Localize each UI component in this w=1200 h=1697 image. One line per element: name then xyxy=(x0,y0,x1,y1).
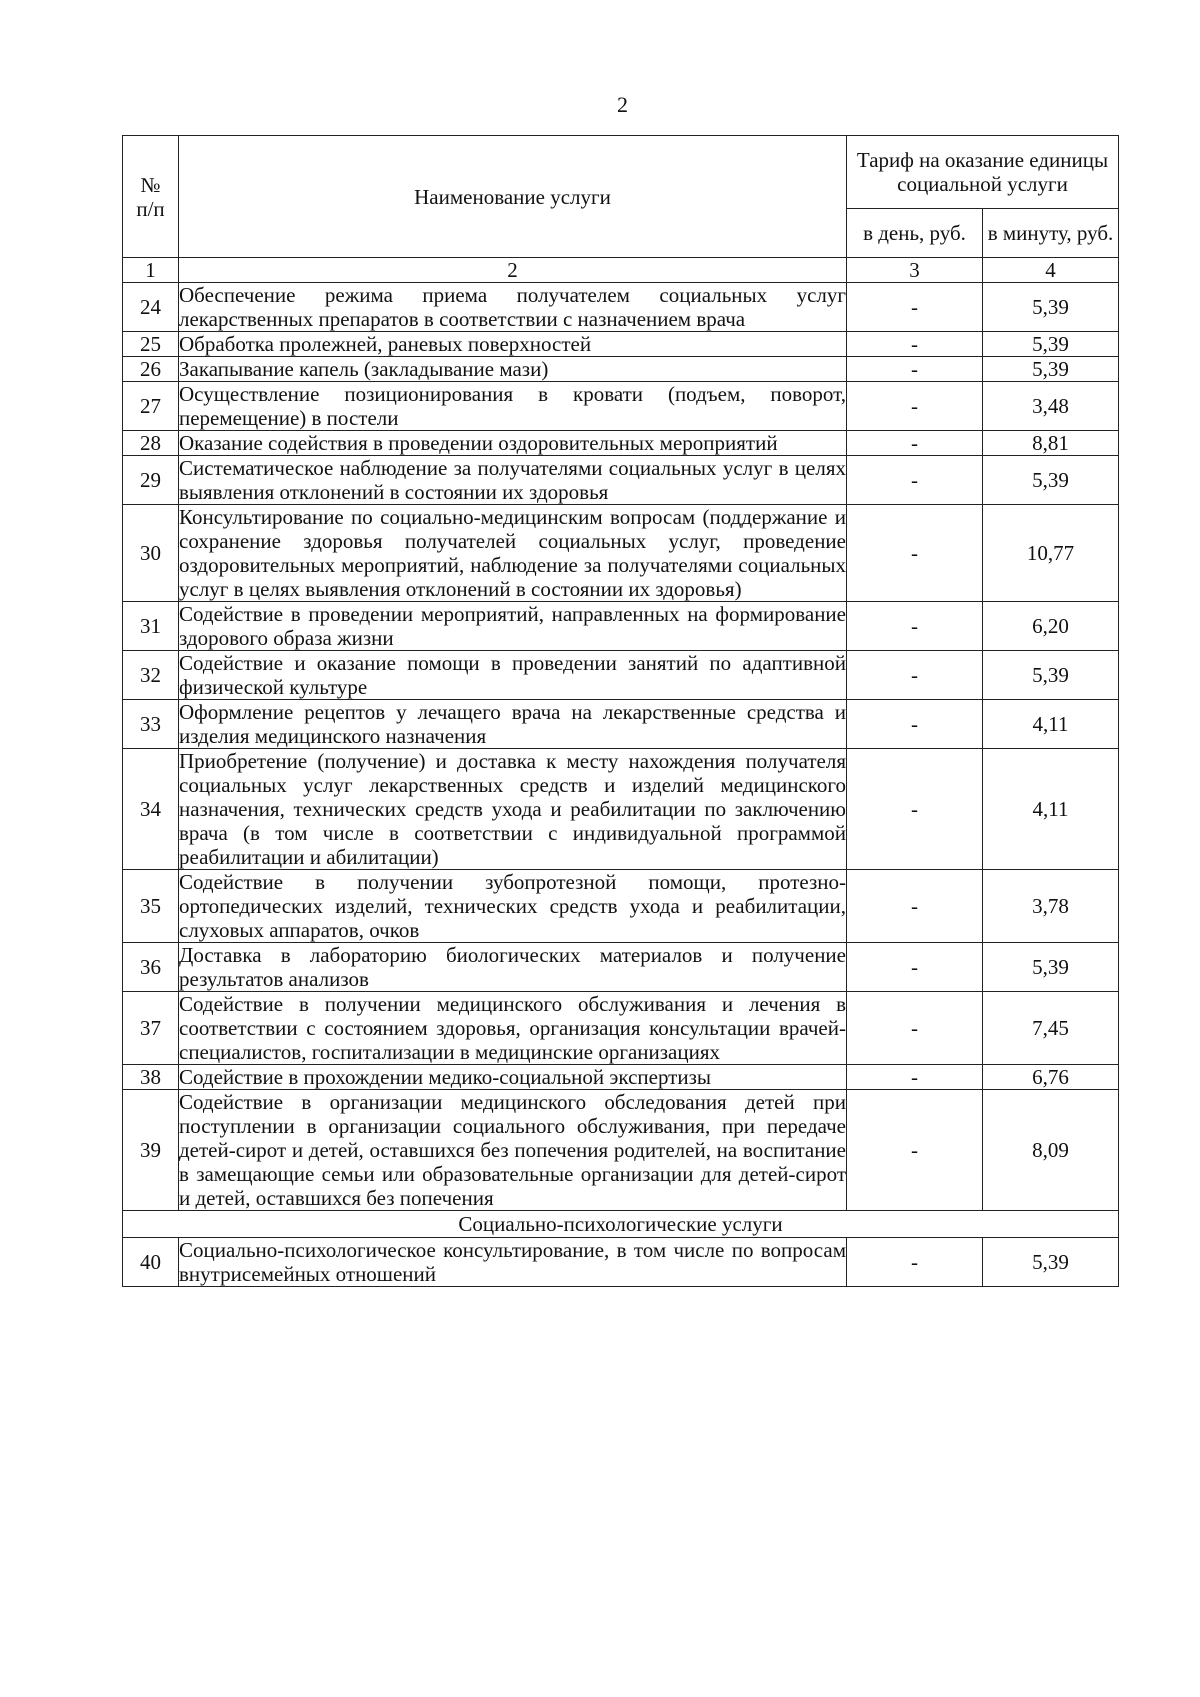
tariff-per-minute: 10,77 xyxy=(983,505,1119,602)
tariff-per-day: - xyxy=(847,382,983,431)
tariff-per-day: - xyxy=(847,749,983,870)
table-body xyxy=(123,283,1119,1211)
service-name: Обработка пролежней, раневых поверхностей xyxy=(179,332,847,357)
tariff-per-minute: 7,45 xyxy=(983,992,1119,1065)
service-name: Содействие в проведении мероприятий, направленных на формирование здорового образа жизни xyxy=(179,602,846,650)
tariff-per-minute: 5,39 xyxy=(983,943,1119,992)
row-number: 24 xyxy=(123,283,179,332)
tariff-per-day: - xyxy=(847,651,983,700)
table-row xyxy=(123,456,1119,505)
tariff-per-day: - xyxy=(847,1090,983,1211)
tariff-per-minute: 4,11 xyxy=(983,700,1119,749)
table-row xyxy=(123,602,1119,651)
header-per-day: в день, руб. xyxy=(847,209,983,258)
header-per-minute: в минуту, руб. xyxy=(983,209,1119,258)
tariff-per-day: - xyxy=(847,943,983,992)
tariff-per-day: - xyxy=(847,1065,983,1090)
tariff-per-minute: 8,81 xyxy=(983,431,1119,456)
row-number: 29 xyxy=(123,456,179,505)
table-row xyxy=(123,943,1119,992)
tariff-per-day: - xyxy=(847,1238,983,1287)
column-number-4: 4 xyxy=(983,258,1119,283)
page-number: 2 xyxy=(617,92,628,117)
row-number: 36 xyxy=(123,943,179,992)
tariff-per-day: - xyxy=(847,357,983,382)
table-row xyxy=(123,357,1119,382)
row-number: 28 xyxy=(123,431,179,456)
tariff-per-minute: 6,20 xyxy=(983,602,1119,651)
tariff-per-minute: 5,39 xyxy=(983,332,1119,357)
service-name: Оказание содействия в проведении оздоровительных мероприятий xyxy=(179,431,847,456)
tariff-per-day: - xyxy=(847,505,983,602)
service-name: Социально-психологическое консультирование, в том числе по вопросам внутрисемейных отношений xyxy=(179,1238,846,1286)
tariff-per-minute: 5,39 xyxy=(983,456,1119,505)
row-number: 32 xyxy=(123,651,179,700)
service-name: Доставка в лабораторию биологических материалов и получение результатов анализов xyxy=(179,943,846,991)
table-row xyxy=(123,1065,1119,1090)
service-name: Систематическое наблюдение за получателями социальных услуг в целях выявления отклонений в состоянии их здоровья xyxy=(179,456,846,504)
row-number: 39 xyxy=(123,1090,179,1211)
tariff-per-minute: 3,48 xyxy=(983,382,1119,431)
tariff-per-minute: 5,39 xyxy=(983,651,1119,700)
row-number: 26 xyxy=(123,357,179,382)
service-name: Осуществление позиционирования в кровати (подъем, поворот, перемещение) в постели xyxy=(179,382,846,430)
table-row xyxy=(123,332,1119,357)
tariff-per-day: - xyxy=(847,992,983,1065)
table-row xyxy=(123,283,1119,332)
table-row xyxy=(123,651,1119,700)
row-number: 33 xyxy=(123,700,179,749)
section-table-body xyxy=(123,1238,1119,1287)
row-number: 35 xyxy=(123,870,179,943)
row-number: 40 xyxy=(123,1238,179,1287)
service-name: Содействие в организации медицинского обследования детей при поступлении в организации социального обслуживания, при передаче детей-сирот и детей, оставшихся без попечения родителей, на воспитание в замещающие семьи или образовательные организации для детей-сирот и детей, оставшихся без попечения xyxy=(179,1090,846,1210)
row-number: 31 xyxy=(123,602,179,651)
tariff-per-minute: 5,39 xyxy=(983,283,1119,332)
table-row xyxy=(123,749,1119,870)
service-name: Приобретение (получение) и доставка к месту нахождения получателя социальных услуг лекарственных средств и изделий медицинского назначения, технических средств ухода и реабилитации по заключению врача (в том числе в соответствии с индивидуальной программой реабилитации и абилитации) xyxy=(179,749,846,869)
row-number: 30 xyxy=(123,505,179,602)
table-row xyxy=(123,382,1119,431)
tariff-per-minute: 6,76 xyxy=(983,1065,1119,1090)
tariff-per-day: - xyxy=(847,431,983,456)
tariff-per-day: - xyxy=(847,283,983,332)
tariff-per-minute: 3,78 xyxy=(983,870,1119,943)
service-name: Содействие в прохождении медико-социальной экспертизы xyxy=(179,1065,847,1090)
row-number: 25 xyxy=(123,332,179,357)
row-number: 34 xyxy=(123,749,179,870)
column-number-2: 2 xyxy=(179,258,847,283)
tariff-per-minute: 4,11 xyxy=(983,749,1119,870)
section-title: Социально-психологические услуги xyxy=(123,1211,1119,1238)
service-name: Консультирование по социально-медицинским вопросам (поддержание и сохранение здоровья получателей социальных услуг, проведение оздоровительных мероприятий, наблюдение за получателями социальных услуг в целях выявления отклонений в состоянии их здоровья) xyxy=(179,505,846,601)
table-row xyxy=(123,1090,1119,1211)
column-number-1: 1 xyxy=(123,258,179,283)
column-number-3: 3 xyxy=(847,258,983,283)
tariff-per-minute: 5,39 xyxy=(983,1238,1119,1287)
tariff-per-day: - xyxy=(847,332,983,357)
header-service-name: Наименование услуги xyxy=(179,136,847,258)
tariff-per-day: - xyxy=(847,602,983,651)
table-row xyxy=(123,700,1119,749)
service-name: Содействие в получении зубопротезной помощи, протезно-ортопедических изделий, технических средств ухода и реабилитации, слуховых аппаратов, очков xyxy=(179,870,846,942)
header-number: № п/п xyxy=(123,136,179,258)
table-row xyxy=(123,431,1119,456)
tariff-per-minute: 8,09 xyxy=(983,1090,1119,1211)
table-row xyxy=(123,1238,1119,1287)
row-number: 38 xyxy=(123,1065,179,1090)
service-name: Оформление рецептов у лечащего врача на лекарственные средства и изделия медицинского назначения xyxy=(179,700,846,748)
row-number: 37 xyxy=(123,992,179,1065)
table-row xyxy=(123,505,1119,602)
header-tariff: Тариф на оказание единицы социальной услуги xyxy=(847,136,1119,209)
service-name: Закапывание капель (закладывание мази) xyxy=(179,357,847,382)
service-name: Обеспечение режима приема получателем социальных услуг лекарственных препаратов в соответствии с назначением врача xyxy=(179,283,846,331)
table-row xyxy=(123,992,1119,1065)
tariff-per-minute: 5,39 xyxy=(983,357,1119,382)
table-row xyxy=(123,870,1119,943)
tariff-per-day: - xyxy=(847,870,983,943)
section-psychological xyxy=(123,1211,1119,1238)
tariff-table xyxy=(122,135,1119,1287)
row-number: 27 xyxy=(123,382,179,431)
service-name: Содействие в получении медицинского обслуживания и лечения в соответствии с состоянием здоровья, организация консультации врачей-специалистов, госпитализации в медицинские организациях xyxy=(179,992,846,1064)
tariff-per-day: - xyxy=(847,700,983,749)
service-name: Содействие и оказание помощи в проведении занятий по адаптивной физической культуре xyxy=(179,651,846,699)
tariff-per-day: - xyxy=(847,456,983,505)
